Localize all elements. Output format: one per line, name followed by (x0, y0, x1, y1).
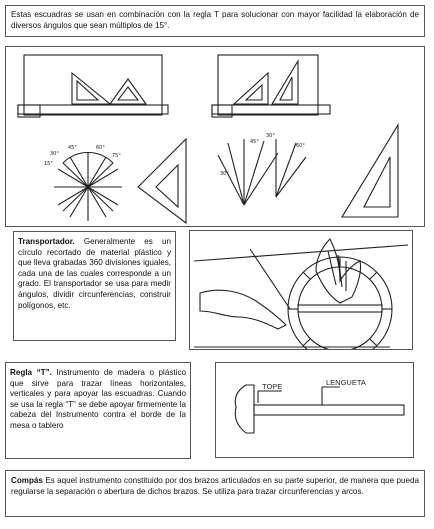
label-tope: TOPE (262, 382, 283, 391)
svg-text:60°: 60° (96, 145, 105, 151)
svg-text:75°: 75° (112, 153, 121, 159)
angle-fan-left (44, 145, 122, 221)
svg-text:45°: 45° (250, 139, 259, 145)
svg-text:30°: 30° (266, 133, 275, 139)
compass-title: Compás (11, 476, 43, 485)
tsquare-figure (215, 362, 414, 458)
board-right (212, 55, 330, 117)
triangle-45 (138, 139, 186, 223)
compass-text-box (5, 470, 425, 517)
protractor-title: Transportador. (18, 237, 75, 246)
protractor-description: Generalmente es un círculo recortado de material plástico y que lleva grabadas 360 divisiones iguales, cada una de las cuales corresponde a un grado. El transportador se usa para medir ángulos, dividir circunferencias, construir polígonos, etc. (18, 237, 172, 310)
squares-figure (5, 46, 425, 227)
tsquare-drawing (235, 385, 404, 433)
label-lengueta: LENGUETA (326, 378, 366, 387)
board-left (18, 55, 168, 117)
protractor-text-box (13, 231, 176, 341)
tsquare-text-box (5, 362, 191, 459)
svg-text:60°: 60° (296, 143, 305, 149)
tsquare-title: Regla “T”. (10, 368, 52, 377)
angle-fan-right (218, 133, 306, 205)
svg-text:30°: 30° (220, 171, 229, 177)
squares-description: Estas escuadras se usan en combinación con la regla T para solucionar con mayor facilidad la elaboración de diversos ángulos que sean múltiplos de 15°. (11, 10, 419, 30)
triangle-30-60 (342, 125, 398, 217)
svg-text:30°: 30° (50, 151, 59, 157)
compass-description: Es aquel instrumento constituido por dos brazos articulados en su parte superior, de manera que pueda regularse la separación o abertura de dichos brazos. Se utiliza para trazar circunferencias y arcos. (11, 476, 420, 496)
squares-text-box (5, 5, 425, 37)
tsquare-description: Instrumento de madera o plástico que sirve para trazar líneas horizontales, verticales y para apoyar las escuadras. Cuando se usa la regla “T” se debe apoyar firmemente la cabeza del Instrumento contra el borde de la mesa o tablero (10, 368, 187, 430)
protractor-figure (189, 230, 413, 350)
hands-drawing (200, 239, 361, 329)
svg-text:45°: 45° (68, 145, 77, 151)
svg-text:15°: 15° (44, 161, 53, 167)
